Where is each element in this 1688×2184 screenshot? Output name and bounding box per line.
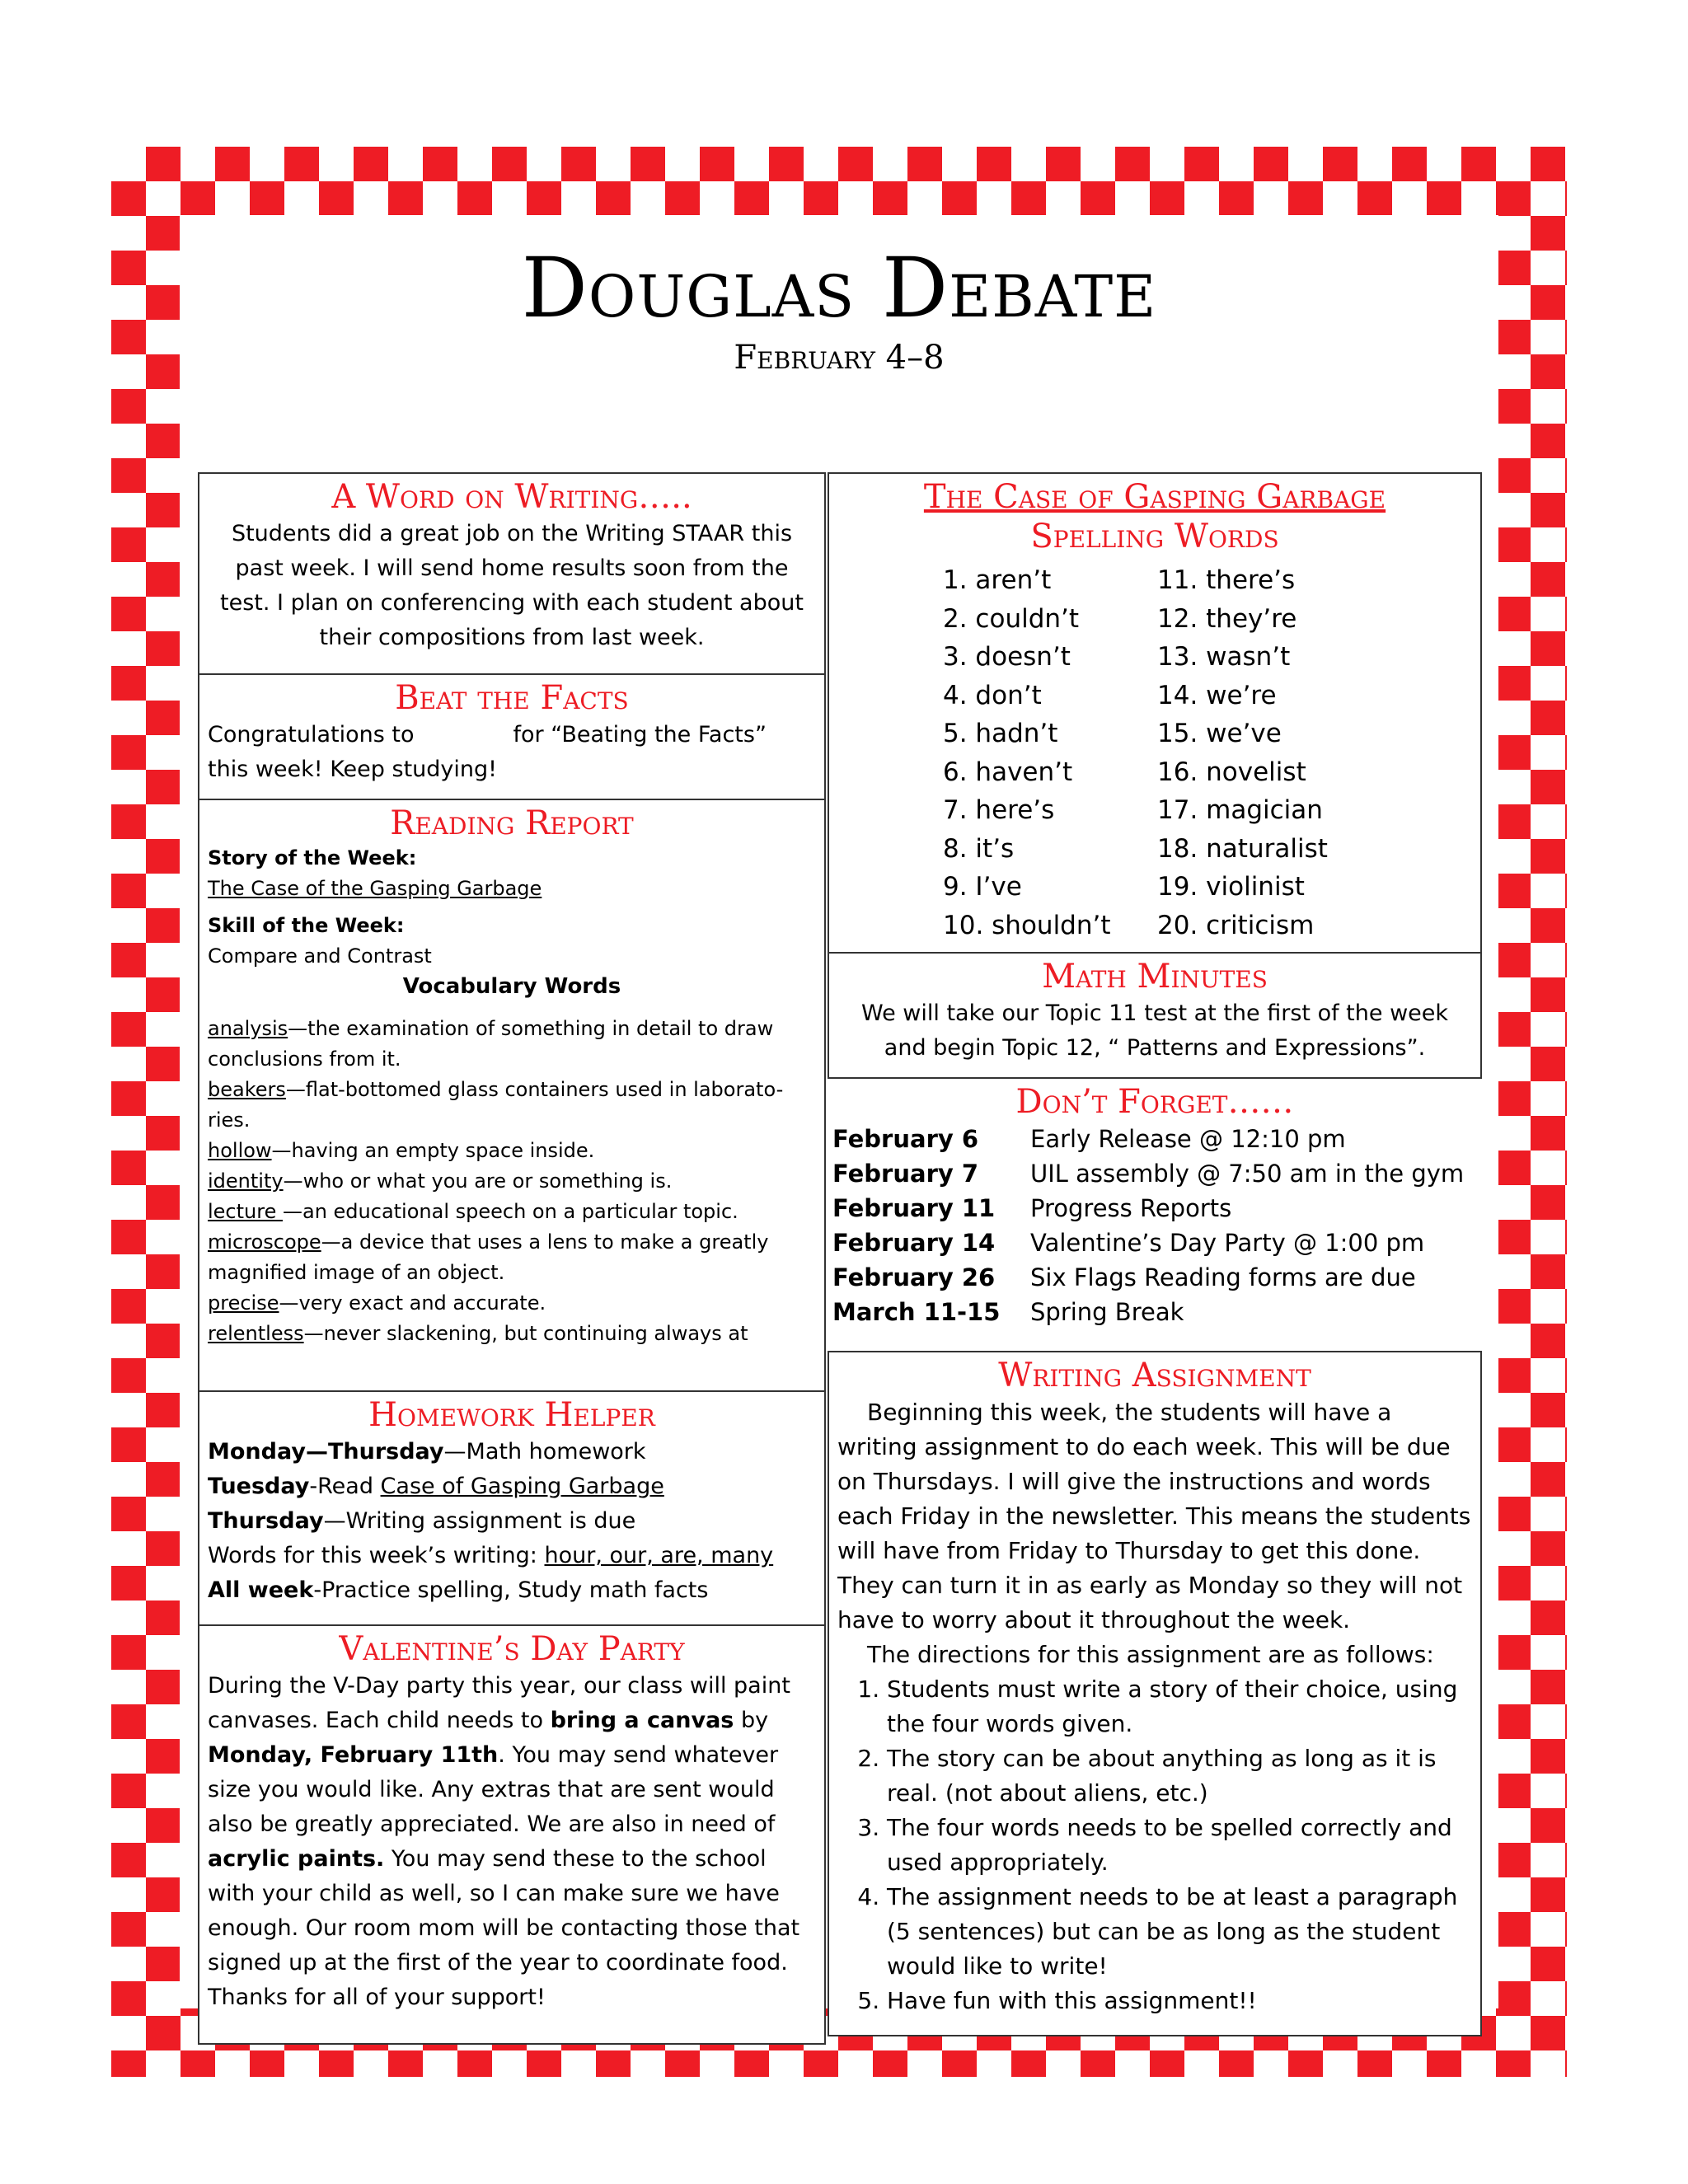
spelling-word: 12. they’re	[1157, 603, 1297, 634]
assignment-heading: Writing Assignment	[998, 1357, 1311, 1394]
vocab-item: lecture —an educational speech on a particular topic.	[208, 1200, 738, 1223]
beat-facts-quote: for “Beating the Facts”	[513, 722, 767, 748]
vocab-label: Vocabulary Words	[402, 974, 621, 999]
spelling-list	[943, 561, 1472, 944]
spelling-word: 18. naturalist	[1157, 833, 1328, 864]
spelling-word: 9. I’ve	[943, 872, 1022, 902]
spelling-story-heading: The Case of Gasping Garbage	[923, 478, 1386, 516]
spelling-word: 16. novelist	[1157, 757, 1306, 787]
spelling-word: 5. hadn’t	[943, 719, 1058, 748]
spelling-word: 13. wasn’t	[1157, 642, 1291, 672]
spelling-word: 20. criticism	[1157, 910, 1315, 940]
event-text: Progress Reports	[1030, 1194, 1232, 1222]
spelling-word: 14. we’re	[1157, 680, 1277, 710]
reading-report-heading: Reading Report	[390, 804, 634, 842]
reading-report-box	[198, 799, 826, 1392]
vocab-item: relentless—never slackening, but continuing always at	[208, 1322, 748, 1345]
spelling-word: 15. we’ve	[1157, 719, 1282, 748]
homework-row: Thursday—Writing assignment is due	[208, 1508, 636, 1534]
event-date: March 11-15	[832, 1298, 1001, 1326]
event-date: February 14	[832, 1229, 996, 1257]
dont-forget-list	[828, 1122, 1482, 1329]
event-text: UIL assembly @ 7:50 am in the gym	[1030, 1160, 1465, 1188]
homework-helper-box	[198, 1390, 826, 1626]
homework-row: All week-Practice spelling, Study math facts	[208, 1577, 709, 1603]
event-date: February 26	[832, 1263, 996, 1291]
beat-facts-line2: this week! Keep studying!	[208, 757, 497, 782]
skill-label: Skill of the Week:	[208, 914, 405, 937]
spelling-word: 4. don’t	[943, 680, 1042, 710]
dont-forget-section	[828, 1082, 1482, 1329]
vocab-item: beakers—flat-bottomed glass containers used in laborato-ries.	[208, 1078, 784, 1132]
valentine-party-box	[198, 1624, 826, 2045]
spelling-word: 10. shouldn’t	[943, 910, 1111, 940]
spelling-word: 6. haven’t	[943, 757, 1073, 787]
beat-facts-line1	[208, 718, 816, 752]
valentine-heading: Valentine’s Day Party	[339, 1630, 685, 1668]
vocab-item: microscope—a device that uses a lens to make a greatly magnified image of an object.	[208, 1230, 769, 1284]
word-on-writing-body: Students did a great job on the Writing STAAR this past week. I will send home results soon from the test. I plan on conferencing with each student about their compositions from last week.	[220, 521, 804, 650]
vocab-item: hollow—having an empty space inside.	[208, 1139, 595, 1162]
homework-row: Tuesday-Read Case of Gasping Garbage	[208, 1474, 664, 1499]
math-body: We will take our Topic 11 test at the first of the week and begin Topic 12, “ Patterns and Expressions”.	[860, 1001, 1449, 1061]
writing-assignment-box	[828, 1351, 1482, 2036]
word-on-writing-box	[198, 472, 826, 675]
assignment-step: 1. Students must write a story of their choice, using the four words given.	[887, 1672, 1472, 1741]
story-title: The Case of the Gasping Garbage	[208, 877, 542, 900]
spelling-heading: Spelling Words	[1030, 518, 1279, 555]
event-text: Valentine’s Day Party @ 1:00 pm	[1030, 1229, 1425, 1257]
homework-row: Monday—Thursday—Math homework	[208, 1439, 646, 1465]
assignment-intro: Beginning this week, the students will have a writing assignment to do each week. This will be due on Thursdays. I will give the instructions and words each Friday in the newsletter. This means the students will have from Friday to Thursday to get this done. They can turn it in as early as Monday so they will not have to worry about it throughout the week.	[837, 1399, 1471, 1633]
newsletter-page	[180, 215, 1498, 2014]
vocab-item: identity—who or what you are or something is.	[208, 1169, 673, 1193]
vocab-item: analysis—the examination of something in detail to draw conclusions from it.	[208, 1017, 774, 1071]
newsletter-date: February 4–8	[734, 339, 945, 377]
assignment-step: 5. Have fun with this assignment!!	[887, 1984, 1472, 2018]
spelling-word: 2. couldn’t	[943, 603, 1080, 634]
spelling-word: 11. there’s	[1157, 565, 1296, 595]
event-date: February 6	[832, 1125, 979, 1153]
assignment-steps	[837, 1672, 1472, 2018]
assignment-step: 4. The assignment needs to be at least a paragraph (5 sentences) but can be as long as the student would like to write!	[887, 1880, 1472, 1984]
event-text: Spring Break	[1030, 1298, 1184, 1326]
beat-facts-heading: Beat the Facts	[395, 679, 629, 717]
beat-facts-box	[198, 673, 826, 800]
vocab-item: precise—very exact and accurate.	[208, 1291, 546, 1315]
homework-heading: Homework Helper	[368, 1396, 655, 1434]
event-date: February 7	[832, 1160, 979, 1188]
dont-forget-heading: Don’t Forget……	[1015, 1083, 1294, 1121]
spelling-word: 8. it’s	[943, 833, 1015, 864]
spelling-word: 1. aren’t	[943, 565, 1052, 595]
checkered-border	[111, 147, 1567, 2077]
spelling-word: 3. doesn’t	[943, 642, 1071, 672]
assignment-step: 2. The story can be about anything as long as it is real. (not about aliens, etc.)	[887, 1741, 1472, 1811]
spelling-word: 19. violinist	[1157, 872, 1305, 902]
math-minutes-box	[828, 952, 1482, 1079]
spelling-box	[828, 472, 1482, 954]
assignment-directions: The directions for this assignment are as follows:	[867, 1641, 1434, 1668]
assignment-step: 3. The four words needs to be spelled correctly and used appropriately.	[887, 1811, 1472, 1880]
newsletter-title: Douglas Debate	[521, 240, 1157, 336]
valentine-body: During the V-Day party this year, our class will paint canvases. Each child needs to bring a canvas by Monday, February 11th. You may send whatever size you would like. Any extras that are sent would also be greatly appreciated. We are also in need of acrylic paints. You may send these to the school with your child as well, so I can make sure we have enough. Our room mom will be contacting those that signed up at the first of the year to coordinate food. Thanks for all of your support!	[208, 1673, 800, 2010]
story-label: Story of the Week:	[208, 846, 417, 869]
beat-facts-congrats: Congratulations to	[208, 722, 415, 748]
vocab-list	[208, 1014, 816, 1349]
math-heading: Math Minutes	[1042, 958, 1268, 996]
event-text: Six Flags Reading forms are due	[1030, 1263, 1416, 1291]
word-on-writing-heading: A Word on Writing…..	[331, 478, 692, 516]
skill-value: Compare and Contrast	[208, 944, 432, 968]
homework-row: Words for this week’s writing: hour, our, are, many	[208, 1543, 774, 1568]
spelling-word: 17. magician	[1157, 795, 1323, 825]
spelling-word: 7. here’s	[943, 795, 1055, 825]
event-date: February 11	[832, 1194, 996, 1222]
event-text: Early Release @ 12:10 pm	[1030, 1125, 1346, 1153]
